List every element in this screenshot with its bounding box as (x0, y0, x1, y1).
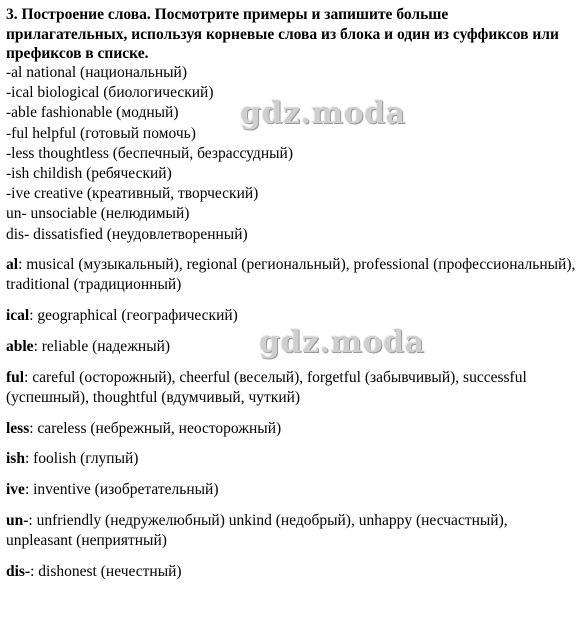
example-item: un- unsociable (нелюдимый) (6, 205, 190, 223)
suffix-key: ful (6, 369, 25, 386)
example-list (6, 63, 293, 245)
answer-text: : foolish (глупый) (24, 450, 139, 467)
watermark: gdz.moda (240, 96, 406, 131)
suffix-key: ive (6, 481, 25, 498)
example-item: -able fashionable (модный) (6, 104, 179, 122)
answer-text: : dishonest (нечестный) (30, 563, 182, 580)
answer-ive (6, 480, 576, 500)
suffix-key: al (6, 256, 19, 273)
answer-ful (6, 368, 576, 408)
answer-text: : inventive (изобретательный) (24, 481, 219, 498)
watermark: gdz.moda (259, 325, 425, 360)
example-item: -ive creative (креативный, творческий) (6, 185, 259, 203)
suffix-key: less (6, 420, 30, 437)
task-heading: 3. Построение слова. Посмотрите примеры и запишите больше прилагательных, используя корневые слова из блока и один из суффиксов или префиксов в списке. (6, 6, 559, 62)
suffix-key: able (6, 338, 34, 355)
answer-text: : careful (осторожный), cheerful (веселый), forgetful (забывчивый), successful (успешный), thoughtful (вдумчивый, чуткий) (6, 369, 527, 406)
answer-text: : geographical (географический) (29, 307, 238, 324)
prefix-key: dis- (6, 563, 31, 580)
answer-ical (6, 306, 576, 326)
answer-text: : unfriendly (недружелюбный) unkind (недобрый), unhappy (несчастный), unpleasant (неприятный) (6, 512, 508, 549)
prefix-key: un- (6, 512, 29, 529)
example-item: -less thoughtless (беспечный, безрассудный) (6, 144, 293, 162)
suffix-key: ical (6, 307, 30, 324)
example-item: -ical biological (биологический) (6, 84, 214, 102)
answer-un (6, 511, 576, 551)
answer-text: : careless (небрежный, неосторожный) (29, 420, 282, 437)
answer-text: : musical (музыкальный), regional (региональный), professional (профессиональный), traditional (традиционный) (6, 256, 576, 293)
suffix-key: ish (6, 450, 25, 467)
answer-ish (6, 449, 576, 469)
answer-al (6, 255, 576, 295)
example-item: -ful helpful (готовый помочь) (6, 124, 196, 142)
example-item: dis- dissatisfied (неудовлетворенный) (6, 225, 248, 243)
answer-less (6, 419, 576, 439)
answer-text: : reliable (надежный) (33, 338, 171, 355)
example-item: -al national (национальный) (6, 64, 187, 81)
answer-dis (6, 562, 576, 582)
example-item: -ish childish (ребяческий) (6, 165, 172, 183)
